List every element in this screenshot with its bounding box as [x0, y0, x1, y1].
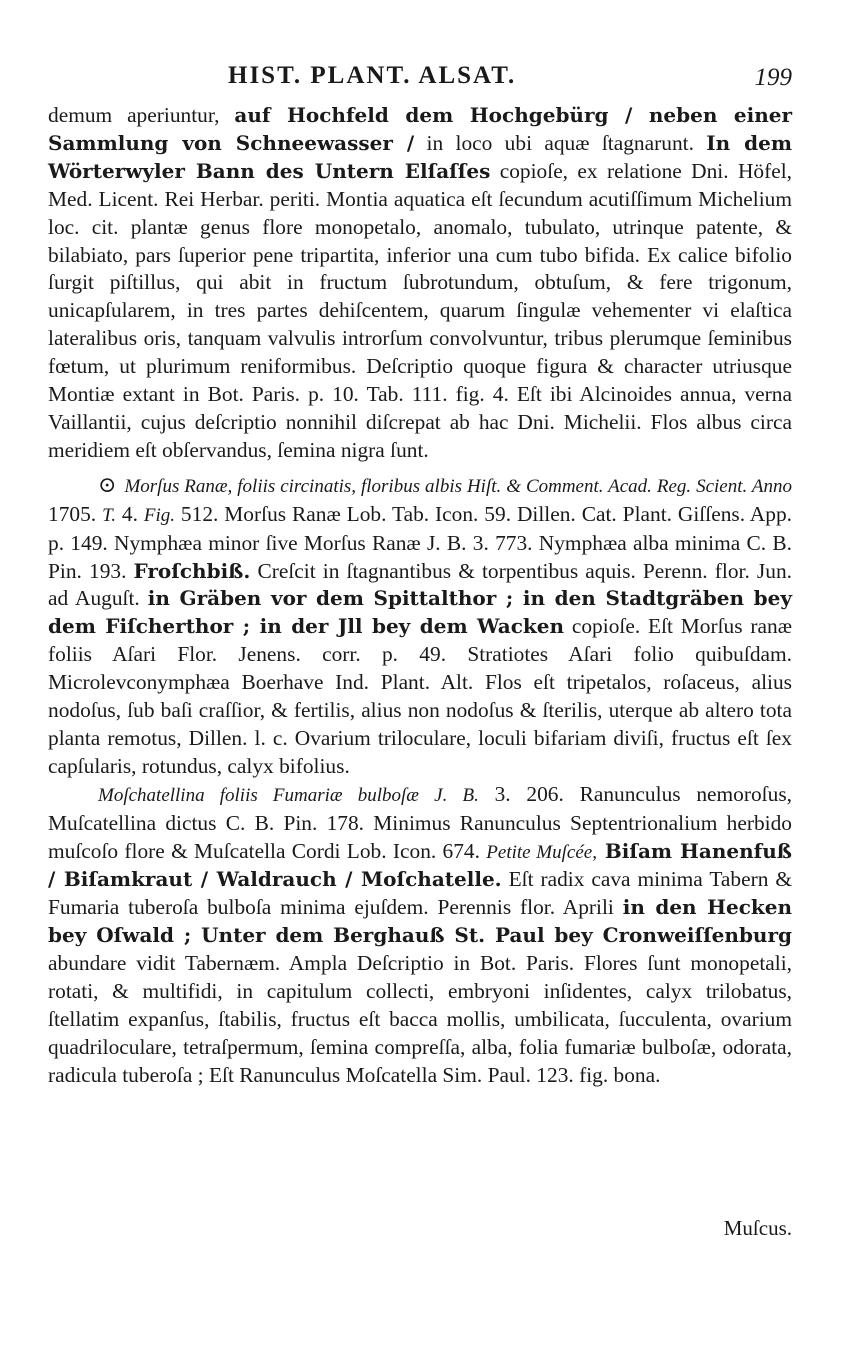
perennial-symbol-icon: ⊙: [98, 471, 117, 497]
text-run: in loco ubi aquæ ſtagnarunt.: [414, 130, 707, 155]
italic-text: Moſchatellina foliis Fumariæ bulboſæ J. B.: [98, 784, 479, 806]
italic-text: Morſus Ranæ, foliis circinatis, floribus albis Hiſt. & Comment. Acad. Reg. Scient. Anno: [124, 475, 792, 497]
italic-text: Fig.: [143, 504, 176, 526]
italic-text: Petite Muſcée,: [486, 841, 597, 863]
german-text: in den Hecken bey Oſwald ; Unter dem Berghauß St. Paul bey Cronweiſſenburg: [48, 895, 792, 948]
text-run: Eſt radix cava minima Tabern & Fumaria tuberoſa bulboſa minima ejuſdem. Perennis flor. Aprili: [48, 867, 792, 920]
text-run: abundare vidit Tabernæm. Ampla Deſcriptio in Bot. Paris. Flores ſunt monopetali, rotati, & multifidi, in capitulum collecti, embryoni inſidentes, calyx trilobatus, ſtellatim expanſus, ſtabilis, fructus eſt bacca mollis, umbilicata, ſucculenta, ovarium quadriloculare, tetraſpermum, ſemina compreſſa, alba, folia fumariæ bulboſæ, odorata, radicula tuberoſa ; Eſt Ranunculus Moſcatella Sim. Paul. 123. fig. bona.: [48, 951, 792, 1087]
page-body: [48, 102, 792, 1090]
german-text: in Gräben vor dem Spittalthor ; in den Stadtgräben bey dem Fiſcherthor ; in der Jll bey dem Wacken: [48, 586, 792, 639]
german-text: Biſam Hanenfuß / Biſamkraut / Waldrauch / Moſchatelle.: [48, 838, 793, 892]
text-run: copioſe. Eſt Morſus ranæ foliis Aſari Flor. Jenens. corr. p. 49. Stratiotes Aſari folio quibuſdam. Microlevconymphæa Boerhave Ind. Plant. Alt. Flos eſt tripetalos, roſaceus, alius nodoſus, ſub baſi craſſior, & fertilis, alius non nodoſus & ſterilis, uterque ab altero tota planta remotus, Dillen. l. c. Ovarium triloculare, loculi bifariam diviſi, fructus eſt ſex capſularis, rotundus, calyx bifolius.: [48, 614, 792, 778]
page-number: 199: [754, 64, 792, 91]
german-text: Froſchbiß.: [133, 558, 251, 583]
text-run: copioſe, ex relatione Dni. Höfel, Med. Licent. Rei Herbar. periti. Montia aquatica eſt ſecundum acutiſſimum Michelium loc. cit. plantæ genus flore monopetalo, anomalo, tubulato, utrinque patente, & bilabiato, pars ſuperior pene tripartita, inferior una cum tubo bifida. Ex calice bifolio ſurgit piſtillus, qui abit in fructum ſubrotundum, obtuſum, & fere trigonum, unicapſularem, in tres partes dehiſcentem, quarum ſingulæ vehementer vi elaſtica lateralibus oris, tanquam valvulis introrſum convolvuntur, tribus plerumque ſeminibus fœtum, ut plurimum reniformibus. Deſcriptio quoque figura & character utriusque Montiæ extant in Bot. Paris. p. 10. Tab. 111. fig. 4. Eſt ibi Alcinoides annua, verna Vaillantii, cujus deſcriptio nonnihil diſcrepat ab hac Dni. Michelii. Flos albus circa meridiem eſt obſervandus, ſemina nigra ſunt.: [48, 158, 792, 462]
german-text: In dem Wörterwyler Bann des Untern Elſaſſes: [48, 130, 793, 183]
page-header: [48, 62, 792, 102]
catchword: Muſcus.: [723, 1216, 792, 1240]
text-run: 512. Morſus Ranæ Lob. Tab. Icon. 59. Dillen. Cat. Plant. Giſſens. App. p. 149. Nymphæa minor ſive Morſus Ranæ J. B. 3. 773. Nymphæa alba minima C. B. Pin. 193.: [48, 501, 792, 583]
text-run: demum aperiuntur,: [48, 103, 235, 127]
paragraph-montia: [48, 102, 792, 465]
running-title: HIST. PLANT. ALSAT.: [228, 62, 517, 89]
text-run: 1705.: [48, 501, 103, 526]
text-run: 3. 206. Ranunculus nemoroſus, Muſcatellina dictus C. B. Pin. 178. Minimus Ranunculus Septentrionalium herbido muſcoſo flore & Muſcatella Cordi Lob. Icon. 674.: [48, 781, 792, 863]
paragraph-moschatellina: [48, 781, 792, 1090]
paragraph-morsus-ranae: [48, 471, 792, 781]
german-text: auf Hochfeld dem Hochgebürg / neben einer Sammlung von Schneewasser /: [48, 103, 792, 155]
italic-text: T.: [102, 504, 116, 526]
text-run: 4.: [115, 501, 144, 526]
text-run: Creſcit in ſtagnantibus & torpentibus aquis. Perenn. flor. Jun. ad Auguſt.: [48, 558, 792, 611]
